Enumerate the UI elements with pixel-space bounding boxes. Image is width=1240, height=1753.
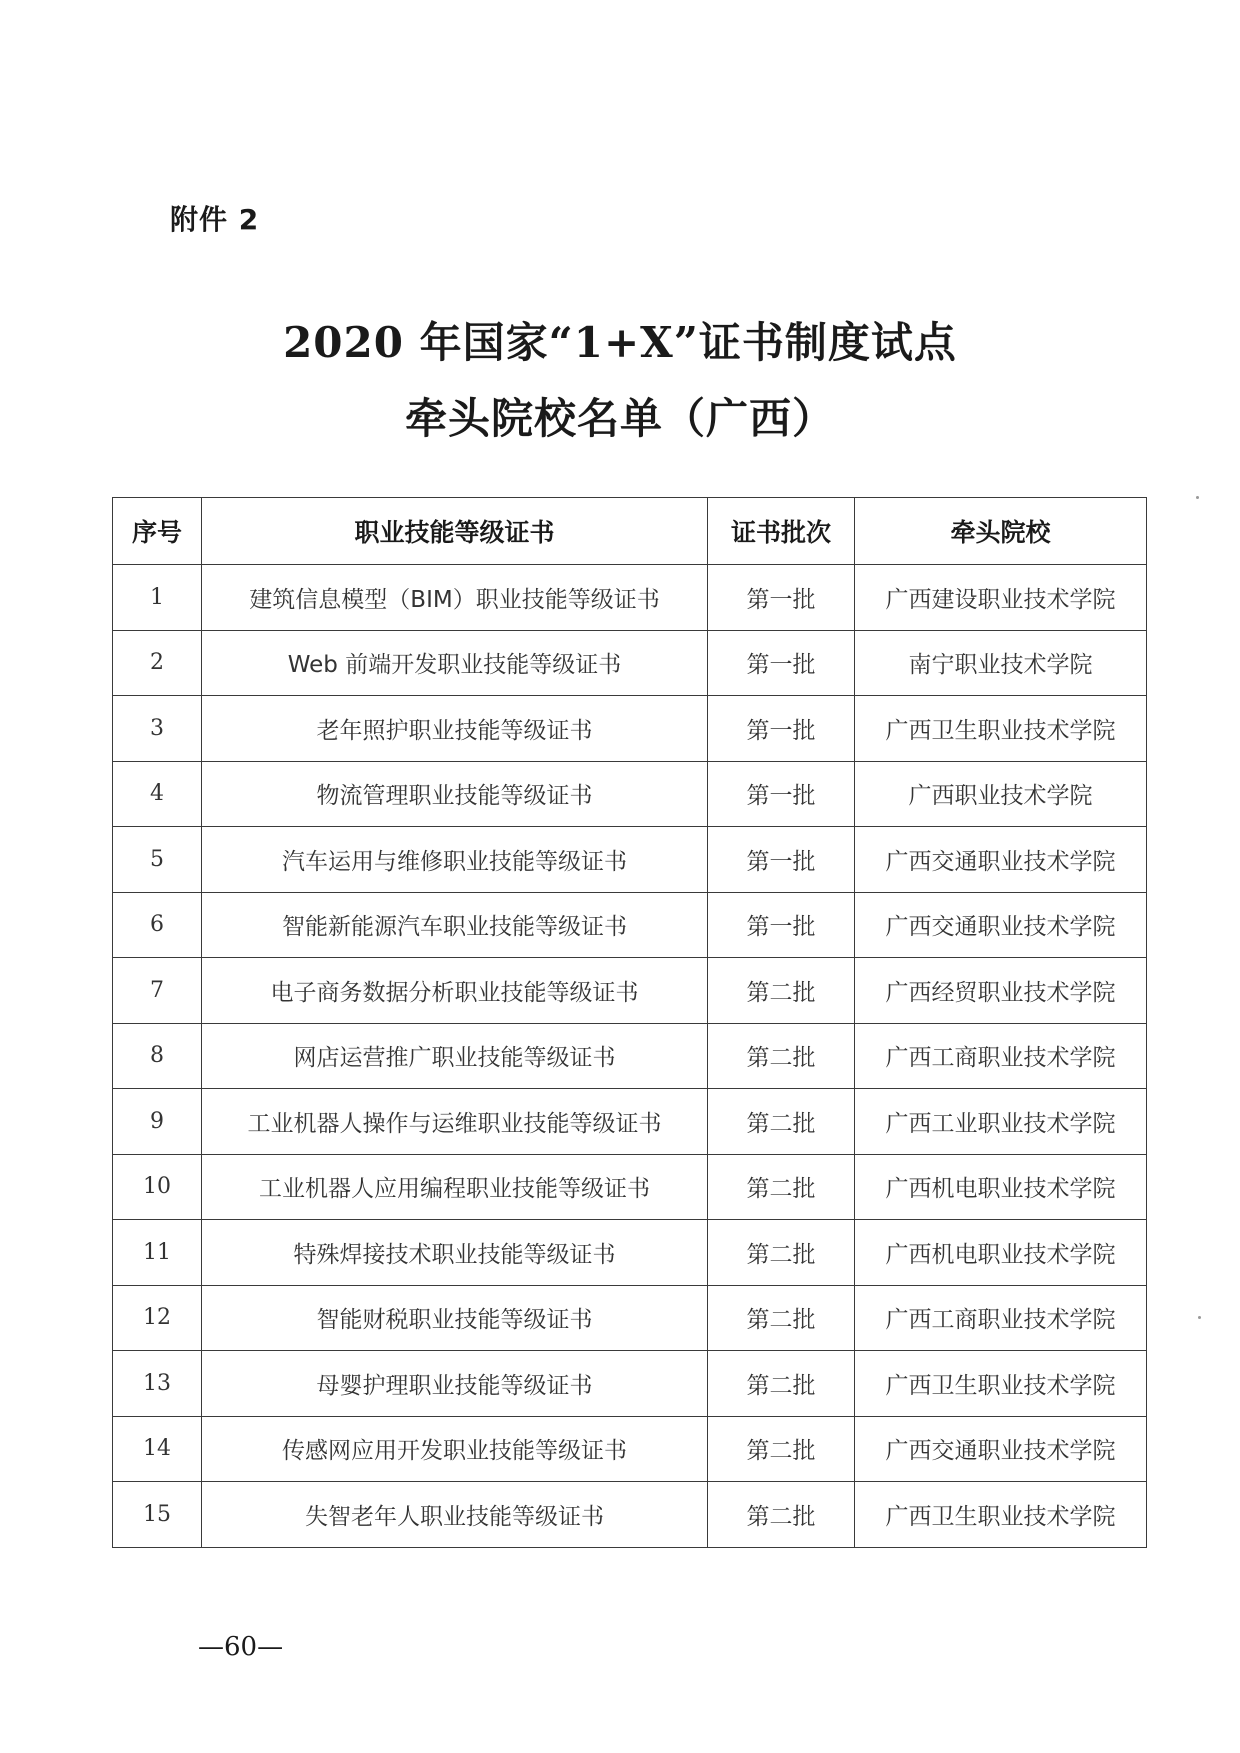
row-batch: 第二批 [708,1351,855,1417]
table-header-row [113,498,1147,565]
attachment-label: 附件 2 [170,203,260,236]
row-school: 广西机电职业技术学院 [855,1154,1147,1220]
row-school: 广西交通职业技术学院 [855,1416,1147,1482]
row-school: 广西卫生职业技术学院 [855,696,1147,762]
page-number: —60— [198,1632,284,1662]
row-certificate: Web 前端开发职业技能等级证书 [202,630,708,696]
row-certificate: 汽车运用与维修职业技能等级证书 [202,827,708,893]
row-index: 7 [113,958,202,1024]
row-certificate: 电子商务数据分析职业技能等级证书 [202,958,708,1024]
header-index: 序号 [113,498,202,565]
row-batch: 第一批 [708,565,855,631]
row-batch: 第二批 [708,1154,855,1220]
row-batch: 第二批 [708,1023,855,1089]
row-certificate: 物流管理职业技能等级证书 [202,761,708,827]
header-certificate: 职业技能等级证书 [202,498,708,565]
table-row [113,696,1147,762]
row-batch: 第二批 [708,1482,855,1548]
row-batch: 第一批 [708,761,855,827]
table-row [113,1023,1147,1089]
row-index: 9 [113,1089,202,1155]
header-batch: 证书批次 [708,498,855,565]
document-title-line2: 牵头院校名单（广西） [404,394,835,443]
row-school: 广西机电职业技术学院 [855,1220,1147,1286]
scan-speck [1198,1316,1201,1319]
row-batch: 第二批 [708,1089,855,1155]
row-index: 10 [113,1154,202,1220]
table-row [113,1089,1147,1155]
row-school: 广西建设职业技术学院 [855,565,1147,631]
table-row [113,892,1147,958]
row-certificate: 建筑信息模型（BIM）职业技能等级证书 [202,565,708,631]
row-index: 5 [113,827,202,893]
row-index: 15 [113,1482,202,1548]
row-batch: 第二批 [708,958,855,1024]
row-certificate: 特殊焊接技术职业技能等级证书 [202,1220,708,1286]
row-certificate: 工业机器人应用编程职业技能等级证书 [202,1154,708,1220]
scan-speck [1196,496,1199,499]
row-certificate: 智能新能源汽车职业技能等级证书 [202,892,708,958]
row-school: 广西卫生职业技术学院 [855,1351,1147,1417]
table-row [113,1351,1147,1417]
row-certificate: 智能财税职业技能等级证书 [202,1285,708,1351]
row-certificate: 网店运营推广职业技能等级证书 [202,1023,708,1089]
row-index: 6 [113,892,202,958]
row-index: 2 [113,630,202,696]
table-row [113,1220,1147,1286]
row-certificate: 失智老年人职业技能等级证书 [202,1482,708,1548]
row-school: 南宁职业技术学院 [855,630,1147,696]
row-school: 广西经贸职业技术学院 [855,958,1147,1024]
row-batch: 第一批 [708,696,855,762]
table-row [113,565,1147,631]
row-batch: 第一批 [708,827,855,893]
row-certificate: 老年照护职业技能等级证书 [202,696,708,762]
row-certificate: 传感网应用开发职业技能等级证书 [202,1416,708,1482]
row-batch: 第二批 [708,1220,855,1286]
row-school: 广西卫生职业技术学院 [855,1482,1147,1548]
lead-school-table [112,497,1147,1548]
row-index: 4 [113,761,202,827]
row-batch: 第一批 [708,630,855,696]
table-row [113,1285,1147,1351]
table-row [113,630,1147,696]
row-school: 广西交通职业技术学院 [855,892,1147,958]
table-row [113,827,1147,893]
row-index: 8 [113,1023,202,1089]
row-index: 1 [113,565,202,631]
row-batch: 第二批 [708,1416,855,1482]
row-index: 14 [113,1416,202,1482]
table-row [113,958,1147,1024]
row-certificate: 母婴护理职业技能等级证书 [202,1351,708,1417]
document-title-line1: 2020 年国家“1+X”证书制度试点 [283,318,957,367]
row-school: 广西职业技术学院 [855,761,1147,827]
row-school: 广西交通职业技术学院 [855,827,1147,893]
header-school: 牵头院校 [855,498,1147,565]
row-school: 广西工业职业技术学院 [855,1089,1147,1155]
row-school: 广西工商职业技术学院 [855,1023,1147,1089]
row-batch: 第二批 [708,1285,855,1351]
row-school: 广西工商职业技术学院 [855,1285,1147,1351]
table-row [113,761,1147,827]
row-index: 3 [113,696,202,762]
row-index: 13 [113,1351,202,1417]
row-batch: 第一批 [708,892,855,958]
row-index: 11 [113,1220,202,1286]
table-row [113,1482,1147,1548]
table-row [113,1416,1147,1482]
row-certificate: 工业机器人操作与运维职业技能等级证书 [202,1089,708,1155]
row-index: 12 [113,1285,202,1351]
table-row [113,1154,1147,1220]
